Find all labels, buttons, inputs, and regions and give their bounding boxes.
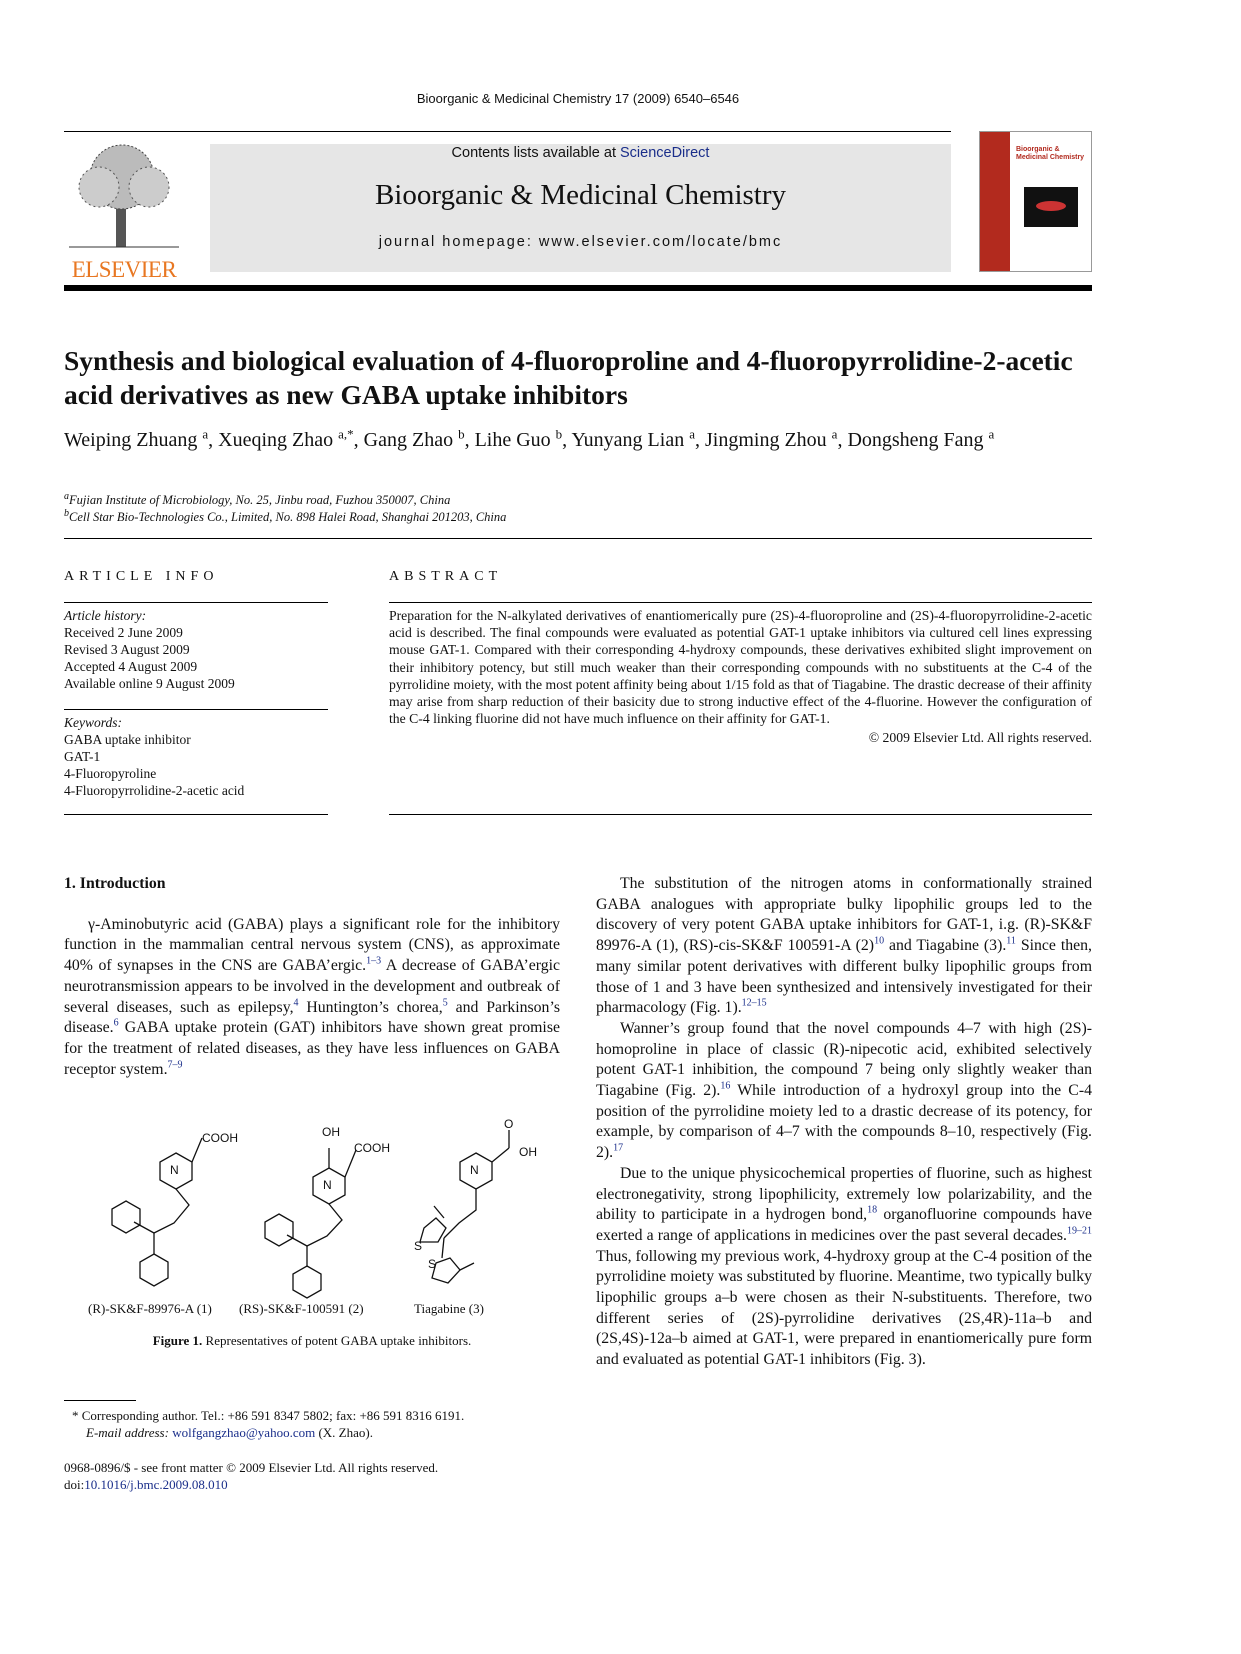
svg-text:COOH: COOH <box>354 1141 390 1155</box>
author: Lihe Guo $^b$ <box>474 426 563 451</box>
copyright: © 2009 Elsevier Ltd. All rights reserved. <box>868 730 1092 746</box>
author: Jingming Zhou $^a$ <box>704 426 838 451</box>
footnote: * Corresponding author. Tel.: +86 591 8347 5802; fax: +86 591 8316 6191. E-mail address: wolfgangzhao@yahoo.com (X. Zhao). <box>72 1407 552 1441</box>
tree-icon <box>64 142 184 252</box>
keyword: 4-Fluoropyroline <box>64 766 157 781</box>
article-info-heading: ARTICLE INFO <box>64 569 219 584</box>
issn: 0968-0896/$ - see front matter © 2009 Elsevier Ltd. All rights reserved. <box>64 1460 439 1475</box>
right-column <box>596 874 1092 1371</box>
journal-homepage[interactable]: journal homepage: www.elsevier.com/locate/bmc <box>378 234 783 250</box>
citation-link[interactable]: 6 <box>113 1017 119 1029</box>
journal-banner <box>210 144 951 272</box>
citation-link[interactable]: 18 <box>867 1204 878 1216</box>
svg-text:S: S <box>428 1257 437 1271</box>
author: Dongsheng Fang $^a$ <box>847 426 995 451</box>
section-heading: 1. Introduction <box>64 875 166 892</box>
paragraph: The substitution of the nitrogen atoms in conformationally strained GABA analogues with appropriate bulky lipophilic groups led to the discovery of very potent GABA uptake inhibitors for GAT-1, i.g. (R)-SK&F 89976-A (1), (RS)-cis-SK&F 100591-A $(2)^{10}$ and Tiagabine (3).$^{11}$ Since then, many similar potent derivatives with different bulky lipophilic groups from those of 1 and 3 have been synthesized and intensively investigated for their pharmacology (Fig. 1).$^{12-15}$ <box>596 875 1092 1017</box>
rule <box>64 602 328 603</box>
article-history <box>64 607 328 692</box>
cover-title: Bioorganic & Medicinal Chemistry <box>1016 146 1085 161</box>
affiliation: $^a$Fujian Institute of Microbiology, No. 25, Jinbu road, Fuzhou 350007, China <box>64 490 451 507</box>
citation-link[interactable]: 5 <box>442 997 448 1009</box>
author: Gang Zhao $^b$ <box>363 426 465 451</box>
banner-thick-rule <box>64 285 1092 291</box>
rule <box>389 814 1092 815</box>
figure-1 <box>64 1118 560 1318</box>
email-link[interactable]: wolfgangzhao@yahoo.com <box>172 1425 316 1440</box>
corresponding-author: * Corresponding author. Tel.: +86 591 8347 5802; fax: +86 591 8316 6191. <box>72 1408 465 1423</box>
paragraph: γ-Aminobutyric acid (GABA) plays a significant role for the inhibitory function in the mammalian central nervous system (CNS), as approximate 40% of synapses in the CNS are GABA’ergic.$^{1-3}$ A decrease of GABA’ergic neurotransmission appears to be involved in the development and outbreak of several diseases, such as epilepsy,$^4$ Huntington’s chorea,$^5$ and Parkinson’s disease.$^6$ GABA uptake protein (GAT) inhibitors have shown great promise for the treatment of related diseases, as they have less influences on GABA receptor system.$^{7-9}$ <box>64 915 560 1078</box>
elsevier-wordmark: ELSEVIER <box>71 257 177 282</box>
author: Yunyang Lian $^a$ <box>571 426 695 451</box>
history-label: Article history: <box>64 608 147 623</box>
keywords-label: Keywords: <box>64 715 122 730</box>
svg-text:N: N <box>323 1178 332 1192</box>
citation-link[interactable]: 19–21 <box>1067 1225 1092 1237</box>
citation-link[interactable]: 10 <box>874 935 885 947</box>
rule <box>64 709 328 710</box>
keyword: GABA uptake inhibitor <box>64 732 191 747</box>
compound-label: Tiagabine (3) <box>414 1301 484 1316</box>
paragraph: Due to the unique physicochemical properties of fluorine, such as highest electronegativity, strong lipophilicity, extremely low polarizability, and the ability to participate in a hydrogen bond,$^{18}$ organofluorine compounds have exerted a range of applications in medicines over the past several decades.$^{19-21}$ Thus, following my previous work, 4-hydroxy group at the C-4 position of the pyrrolidine moiety was substituted by fluorine. Meantime, two typically bulky lipophilic groups a–b were chosen as their N-substituents. Therefore, two different series of (2S)-pyrrolidine derivatives (2S,4R)-11a–b and (2S,4S)-12a–b aimed at GAT-1, were prepared in enantiomerically pure form and evaluated as potential GAT-1 inhibitors (Fig. 3). <box>596 1164 1092 1369</box>
received-date: Received 2 June 2009 <box>64 625 183 640</box>
revised-date: Revised 3 August 2009 <box>64 642 190 657</box>
sciencedirect-link[interactable]: ScienceDirect <box>620 145 710 161</box>
article-title: Synthesis and biological evaluation of 4-fluoroproline and 4-fluoropyrrolidine-2-acetic acid derivatives as new GABA uptake inhibitors <box>64 345 1073 410</box>
abstract-text: Preparation for the N-alkylated derivatives of enantiomerically pure (2S)-4-fluoroproline and (2S)-4-fluoropyrrolidine-2-acetic acid is described. The final compounds were evaluated as potential GAT-1 uptake inhibitors via cultured cell lines expressing mouse GAT-1. Compared with their corresponding 4-hydroxy compounds, these derivatives exhibited slight improvement on their inhibitory potency, but still much weaker than their corresponding compounds with no substituents at the C-4 of the pyrrolidine moiety, with the most potent affinity being about 1/15 fold as that of Tiagabine. The drastic decrease of their affinity may arise from sharp reduction of their basicity due to strong inductive effect of the 4-fluorine. However the configuration of the C-4 linking fluorine did not have much influence on their affinity for GAT-1. <box>389 608 1092 727</box>
paragraph: Wanner’s group found that the novel compounds 4–7 with high (2S)-homoproline in place of classic (R)-nipecotic acid, exhibited selectively potent GAT-1 inhibition, the compound 7 being only slightly weaker than Tiagabine (Fig. 2).$^{16}$ While introduction of a hydroxyl group into the C-4 position of the pyrrolidine moiety led to a drastic decrease of its potency, for example, by comparison of 4–7 with the compounds 8–10, respectively (Fig. 2).$^{17}$ <box>596 1019 1092 1162</box>
author-list: Weiping Zhuang $^a$, Xueqing Zhao $^{a,*}$, Gang Zhao $^b$, Lihe Guo $^b$, Yunyang Lian $^a$, Jingming Zhou $^a$, Dongsheng Fang $^a$ <box>64 426 995 451</box>
rule <box>389 602 1092 603</box>
rule <box>64 814 328 815</box>
journal-name: Bioorganic & Medicinal Chemistry <box>374 179 787 211</box>
keyword: GAT-1 <box>64 749 101 764</box>
citation-link[interactable]: 16 <box>720 1080 731 1092</box>
author: Xueqing Zhao $^{a,*}$ <box>218 426 354 451</box>
abstract <box>389 607 1092 747</box>
svg-text:OH: OH <box>322 1125 340 1139</box>
citation-link[interactable]: 7–9 <box>167 1059 183 1071</box>
svg-text:N: N <box>470 1163 479 1177</box>
affiliations <box>64 492 506 526</box>
header-rule <box>64 131 951 132</box>
citation-link[interactable]: 17 <box>613 1142 624 1154</box>
elsevier-logo <box>64 142 184 282</box>
compound-label: (R)-SK&F-89976-A (1) <box>88 1301 212 1316</box>
author: Weiping Zhuang $^a$ <box>64 426 209 451</box>
svg-text:COOH: COOH <box>202 1131 238 1145</box>
footnote-rule <box>64 1400 136 1401</box>
online-date: Available online 9 August 2009 <box>64 676 235 691</box>
compound-label: (RS)-SK&F-100591 (2) <box>239 1301 364 1316</box>
abstract-heading: ABSTRACT <box>389 569 503 584</box>
citation-link[interactable]: 11 <box>1006 935 1016 947</box>
contents-text: Contents lists available at <box>451 145 620 161</box>
citation-link[interactable]: 1–3 <box>366 955 382 967</box>
citation-link[interactable]: 12–15 <box>741 997 767 1009</box>
atom-n: N <box>170 1163 179 1177</box>
svg-text:S: S <box>414 1239 423 1253</box>
citation-link[interactable]: 4 <box>293 997 299 1009</box>
structure-2 <box>265 1125 390 1298</box>
keyword: 4-Fluoropyrrolidine-2-acetic acid <box>64 783 245 798</box>
doi-link[interactable]: 10.1016/j.bmc.2009.08.010 <box>84 1477 228 1492</box>
figure-caption: Figure 1. Representatives of potent GABA uptake inhibitors. <box>152 1333 472 1348</box>
accepted-date: Accepted 4 August 2009 <box>64 659 198 674</box>
journal-cover <box>979 131 1092 272</box>
structure-1 <box>112 1131 238 1286</box>
svg-text:O: O <box>504 1118 514 1131</box>
svg-text:OH: OH <box>519 1145 537 1159</box>
structure-3 <box>414 1118 537 1283</box>
front-matter: 0968-0896/$ - see front matter © 2009 Elsevier Ltd. All rights reserved. doi:10.1016/j.bmc.2009.08.010 <box>64 1460 439 1492</box>
left-column <box>64 874 560 1080</box>
running-head: Bioorganic & Medicinal Chemistry 17 (2009) 6540–6546 <box>416 91 740 106</box>
affiliation: $^b$Cell Star Bio-Technologies Co., Limited, No. 898 Halei Road, Shanghai 201203, China <box>64 507 507 524</box>
rule <box>64 538 1092 539</box>
keywords <box>64 714 328 799</box>
